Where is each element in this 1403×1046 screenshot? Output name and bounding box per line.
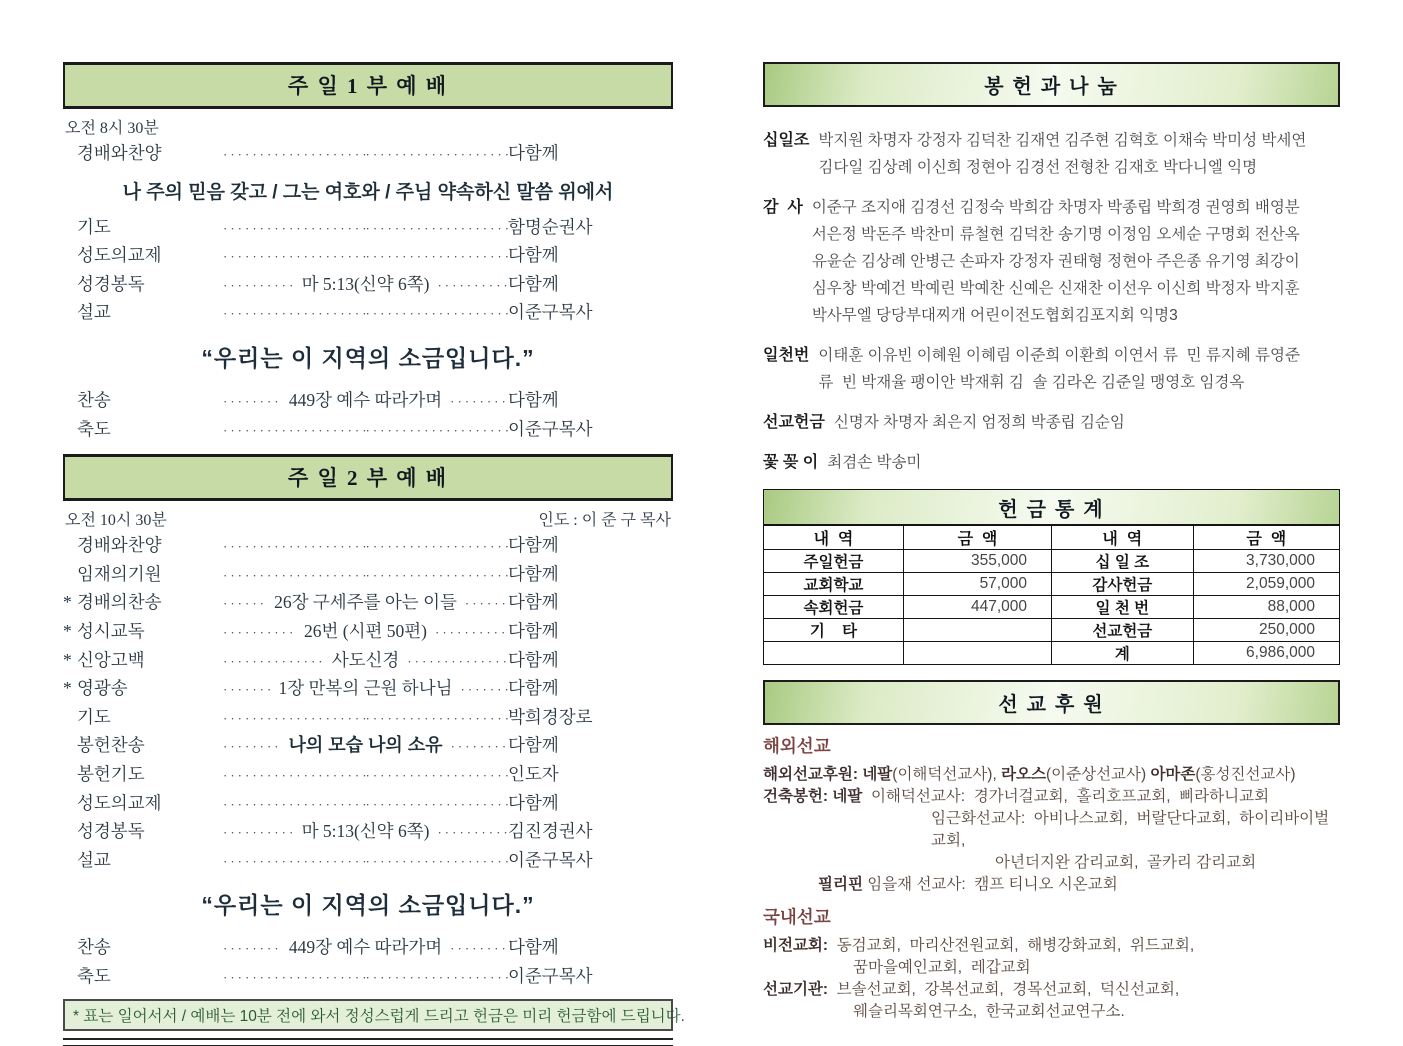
names-line: 유윤순 김상례 안병근 손파자 강정자 권태형 정현아 주은종 유기영 최강이 xyxy=(811,253,1300,270)
stats-amount: 88,000 xyxy=(1193,596,1339,619)
dotted-leader xyxy=(366,791,509,819)
mission-line: 선교기관: 브솔선교회, 강복선교회, 경목선교회, 덕신선교회, xyxy=(763,981,1180,998)
row-label: 봉헌기도 xyxy=(77,763,145,784)
names-line: 심우창 박예건 박예린 박예찬 신예은 신재찬 이선우 이신희 박정자 박지훈 xyxy=(811,280,1300,297)
row-right-text: 다함께 xyxy=(508,563,559,584)
order-row xyxy=(63,934,673,963)
row-label: 설교 xyxy=(77,849,111,870)
row-label: 설교 xyxy=(77,302,111,323)
stats-item: 감사헌금 xyxy=(1051,573,1193,596)
row-label: 기도 xyxy=(77,216,111,237)
service1-title-bar: 주 일 1 부 예 배 xyxy=(63,62,673,109)
dotted-leader xyxy=(223,300,366,328)
domestic-mission-lines xyxy=(763,935,1340,1023)
dotted-leader xyxy=(450,935,508,963)
giving-body xyxy=(763,127,1340,476)
dotted-leader xyxy=(366,762,509,790)
row-label: 성경봉독 xyxy=(77,821,145,842)
stand-asterisk: * xyxy=(63,678,72,699)
dotted-leader xyxy=(223,562,366,590)
thanks-names xyxy=(812,194,1340,329)
row-right-text: 다함께 xyxy=(508,535,559,556)
left-column xyxy=(63,62,685,1046)
mission-line: 임근화선교사: 아비나스교회, 버랄단다교회, 하이리바이벌교회, xyxy=(931,810,1330,849)
order-row xyxy=(63,140,673,169)
row-right-text: 다함께 xyxy=(508,678,559,699)
dotted-leader xyxy=(450,388,508,416)
missions-body xyxy=(763,733,1340,1023)
row-label: 축도 xyxy=(77,418,111,439)
stats-item: 일 천 번 xyxy=(1051,596,1193,619)
dotted-leader xyxy=(223,243,366,271)
thanks-paragraph xyxy=(763,194,1340,329)
order-row xyxy=(63,675,673,704)
service1-rows-a xyxy=(63,140,673,169)
row-right-text: 다함께 xyxy=(508,389,559,410)
stats-item: 선교헌금 xyxy=(1051,619,1193,642)
row-center-text: 마 5:13(신약 6쪽) xyxy=(301,273,430,294)
stats-amount: 250,000 xyxy=(1193,619,1339,642)
giving-title-bar: 봉 헌 과 나 눔 xyxy=(763,62,1340,107)
service1-time-line xyxy=(65,115,671,138)
tithe-names xyxy=(818,127,1340,181)
service1-rows-c xyxy=(63,387,673,444)
row-right-text: 다함께 xyxy=(508,592,559,613)
mission-line: 필리핀 임을재 선교사: 캠프 티니오 시온교회 xyxy=(818,876,1118,893)
mission-line: 웨슬리목회연구소, 한국교회선교연구소. xyxy=(853,1003,1125,1020)
row-label: 경배와찬양 xyxy=(77,535,162,556)
motto-quote: “우리는 이 지역의 소금입니다.” xyxy=(201,892,535,919)
stats-item xyxy=(764,642,904,665)
motto-quote: “우리는 이 지역의 소금입니다.” xyxy=(201,344,535,371)
mission-line: 해외선교후원: 네팔(이해덕선교사), 라오스(이준상선교사) 아마존(홍성진선교사) xyxy=(763,766,1296,783)
row-right-text: 함명순권사 xyxy=(508,216,593,237)
mission-offering-names xyxy=(834,409,1340,436)
row-right-text: 다함께 xyxy=(508,620,559,641)
row-label: 성시교독 xyxy=(77,620,145,641)
double-rule xyxy=(63,1038,673,1046)
service1-time: 오전 8시 30분 xyxy=(65,120,159,137)
dotted-leader xyxy=(223,762,366,790)
row-center-text: 26번 (시편 50편) xyxy=(303,620,428,641)
dotted-leader xyxy=(223,791,366,819)
dotted-leader xyxy=(366,533,509,561)
order-row xyxy=(63,416,673,445)
dotted-leader xyxy=(366,300,509,328)
row-label: 성경봉독 xyxy=(77,273,145,294)
order-row xyxy=(63,618,673,647)
stats-item: 속회헌금 xyxy=(764,596,904,619)
missions-title-bar: 선 교 후 원 xyxy=(763,680,1340,725)
order-row xyxy=(63,732,673,761)
order-row xyxy=(63,704,673,733)
flowers-names xyxy=(827,449,1340,476)
row-right-text: 다함께 xyxy=(508,143,559,163)
stats-header-row xyxy=(764,525,1340,550)
dotted-leader xyxy=(223,935,281,963)
stand-asterisk: * xyxy=(63,620,72,641)
dotted-leader xyxy=(366,848,509,876)
dotted-leader xyxy=(223,590,266,618)
offering-stats-table xyxy=(763,489,1340,665)
row-right-text: 이준구목사 xyxy=(508,965,593,986)
row-label: 경배의찬송 xyxy=(77,592,162,613)
service2-time: 오전 10시 30분 xyxy=(65,512,167,530)
domestic-missions-heading: 국내선교 xyxy=(763,907,831,927)
row-center-text: 449장 예수 따라가며 xyxy=(288,389,443,410)
stats-row xyxy=(764,596,1340,619)
names-line: 이준구 조지애 김경선 김정숙 박희감 차명자 박종립 박희경 권영희 배영분 xyxy=(811,199,1300,216)
overseas-mission-lines xyxy=(763,764,1340,896)
tithe-label: 십일조 xyxy=(763,132,810,149)
dotted-leader xyxy=(451,733,508,761)
note-banner: * 표는 일어서서 / 예배는 10분 전에 와서 정성스럽게 드리고 헌금은 미리 헌금함에 드립니다. xyxy=(63,999,673,1031)
stats-amount: 355,000 xyxy=(903,550,1051,573)
service2-rows-c xyxy=(63,934,673,991)
row-center-text: 449장 예수 따라가며 xyxy=(288,937,443,958)
names-line: 신명자 차명자 최은지 엄정희 박종립 김순임 xyxy=(833,414,1125,431)
dotted-leader xyxy=(223,648,324,676)
row-right-text: 박희경장로 xyxy=(508,706,593,727)
dotted-leader xyxy=(223,215,366,243)
row-label: 찬송 xyxy=(77,937,111,958)
stats-amount: 6,986,000 xyxy=(1193,642,1339,665)
names-line: 박지원 차명자 강정자 김덕찬 김재연 김주현 김혁호 이채숙 박미성 박세연 xyxy=(818,132,1307,149)
row-right-text: 김진경권사 xyxy=(508,821,593,842)
stats-row xyxy=(764,619,1340,642)
row-label: 축도 xyxy=(77,965,111,986)
dotted-leader xyxy=(366,417,509,445)
row-label: 신앙고백 xyxy=(77,649,145,670)
names-line: 박사무엘 당당부대찌개 어린이전도협회김포지회 익명3 xyxy=(811,307,1178,324)
row-right-text: 이준구목사 xyxy=(508,418,593,439)
dotted-leader xyxy=(366,243,509,271)
row-right-text: 다함께 xyxy=(508,245,559,266)
dotted-leader xyxy=(366,705,509,733)
stats-col-header: 금 액 xyxy=(903,525,1051,550)
dotted-leader xyxy=(223,533,366,561)
stats-amount: 447,000 xyxy=(903,596,1051,619)
order-row xyxy=(63,561,673,590)
order-row xyxy=(63,847,673,876)
names-line: 류 빈 박재율 팽이안 박재휘 김 솔 김라온 김준일 맹영호 임경옥 xyxy=(818,374,1245,391)
stats-item: 십 일 조 xyxy=(1051,550,1193,573)
order-row xyxy=(63,242,673,271)
row-right-text: 다함께 xyxy=(508,273,559,294)
row-label: 영광송 xyxy=(77,678,128,699)
stats-amount: 57,000 xyxy=(903,573,1051,596)
thousand-paragraph xyxy=(763,342,1340,396)
service2-rows xyxy=(63,532,673,875)
service2-time-line xyxy=(65,507,671,530)
row-right-text: 이준구목사 xyxy=(508,849,593,870)
stats-item: 계 xyxy=(1051,642,1193,665)
dotted-leader xyxy=(465,590,508,618)
stats-amount: 3,730,000 xyxy=(1193,550,1339,573)
overseas-missions-heading: 해외선교 xyxy=(763,736,831,756)
dotted-leader xyxy=(223,705,366,733)
row-label: 기도 xyxy=(77,706,111,727)
order-row xyxy=(63,271,673,300)
names-line: 이태훈 이유빈 이혜원 이혜림 이준희 이환희 이연서 류 민 류지혜 류영준 xyxy=(818,347,1300,364)
flowers-label: 꽃 꽂 이 xyxy=(763,454,819,471)
stats-row xyxy=(764,550,1340,573)
dotted-leader xyxy=(223,619,296,647)
thousand-label: 일천번 xyxy=(763,347,810,364)
dotted-leader xyxy=(461,676,508,704)
order-row xyxy=(63,790,673,819)
dotted-leader xyxy=(437,819,508,847)
stand-asterisk: * xyxy=(63,649,72,670)
service1-rows-b xyxy=(63,214,673,328)
row-label: 성도의교제 xyxy=(77,792,162,813)
stand-asterisk: * xyxy=(63,592,72,613)
row-label: 경배와찬양 xyxy=(77,143,162,163)
row-right-text: 이준구목사 xyxy=(508,302,593,323)
order-row xyxy=(63,963,673,992)
mission-line: 꿈마을예인교회, 레갑교회 xyxy=(853,959,1031,976)
mission-offering-label: 선교헌금 xyxy=(763,414,825,431)
row-right-text: 다함께 xyxy=(508,937,559,958)
dotted-leader xyxy=(223,964,366,992)
mission-line: 비전교회: 동검교회, 마리산전원교회, 해병강화교회, 위드교회, xyxy=(763,937,1195,954)
stats-item: 주일헌금 xyxy=(764,550,904,573)
row-right-text: 다함께 xyxy=(508,649,559,670)
row-label: 봉헌찬송 xyxy=(77,735,145,756)
order-row xyxy=(63,299,673,328)
dotted-leader xyxy=(223,819,294,847)
row-center-text: 1장 만복의 근원 하나님 xyxy=(278,678,453,699)
dotted-leader xyxy=(366,562,509,590)
dotted-leader xyxy=(437,272,508,300)
stats-amount xyxy=(903,619,1051,642)
dotted-leader xyxy=(366,964,509,992)
order-row xyxy=(63,589,673,618)
dotted-leader xyxy=(407,648,508,676)
stats-amount: 2,059,000 xyxy=(1193,573,1339,596)
stats-item: 기 타 xyxy=(764,619,904,642)
mission-offering-paragraph xyxy=(763,409,1340,436)
stats-col-header: 금 액 xyxy=(1193,525,1339,550)
stats-row xyxy=(764,573,1340,596)
order-row xyxy=(63,818,673,847)
praise-hymn-line: 나 주의 믿음 갖고 / 그는 여호와 / 주님 약속하신 말씀 위에서 xyxy=(122,181,614,203)
dotted-leader xyxy=(223,848,366,876)
mission-line: 건축봉헌: 네팔 이해덕선교사: 경가너걸교회, 홀리호프교회, 삐라하니교회 xyxy=(763,788,1270,805)
stats-col-header: 내 역 xyxy=(1051,525,1193,550)
dotted-leader xyxy=(366,215,509,243)
row-center-text: 마 5:13(신약 6쪽) xyxy=(301,821,430,842)
stats-col-header: 내 역 xyxy=(764,525,904,550)
flowers-paragraph xyxy=(763,449,1340,476)
right-column xyxy=(763,62,1340,1023)
row-right-text: 인도자 xyxy=(508,763,559,784)
order-row xyxy=(63,761,673,790)
row-center-text: 나의 모습 나의 소유 xyxy=(288,735,443,756)
row-center-text: 사도신경 xyxy=(331,649,400,670)
names-line: 서은정 박돈주 박찬미 류철현 김덕찬 송기명 이정임 오세순 구명회 전산옥 xyxy=(811,226,1300,243)
order-row xyxy=(63,387,673,416)
row-label: 성도의교제 xyxy=(77,245,162,266)
dotted-leader xyxy=(223,141,366,169)
service2-leader: 인도 : 이 준 구 목사 xyxy=(538,512,671,530)
dotted-leader xyxy=(223,388,281,416)
names-line: 최겸손 박송미 xyxy=(827,454,922,471)
order-row xyxy=(63,214,673,243)
dotted-leader xyxy=(223,676,270,704)
stats-row xyxy=(764,642,1340,665)
tithe-paragraph xyxy=(763,127,1340,181)
row-right-text: 다함께 xyxy=(508,792,559,813)
names-line: 김다일 김상례 이신희 정현아 김경선 전형찬 김재호 박다니엘 익명 xyxy=(818,159,1258,176)
thanks-label: 감 사 xyxy=(763,199,803,216)
order-row xyxy=(63,532,673,561)
row-center-text: 26장 구세주를 아는 이들 xyxy=(274,592,457,613)
stats-amount xyxy=(903,642,1051,665)
row-label: 찬송 xyxy=(77,389,111,410)
row-label: 임재의기원 xyxy=(77,563,162,584)
dotted-leader xyxy=(223,417,366,445)
stats-item: 교회학교 xyxy=(764,573,904,596)
service2-title-bar: 주 일 2 부 예 배 xyxy=(63,454,673,501)
thousand-names xyxy=(818,342,1340,396)
order-row xyxy=(63,647,673,676)
dotted-leader xyxy=(223,733,280,761)
stats-title: 헌 금 통 계 xyxy=(764,490,1340,526)
mission-line: 아년더지완 감리교회, 골카리 감리교회 xyxy=(995,854,1257,871)
dotted-leader xyxy=(435,619,508,647)
dotted-leader xyxy=(223,272,294,300)
dotted-leader xyxy=(366,141,509,169)
row-right-text: 다함께 xyxy=(508,735,559,756)
